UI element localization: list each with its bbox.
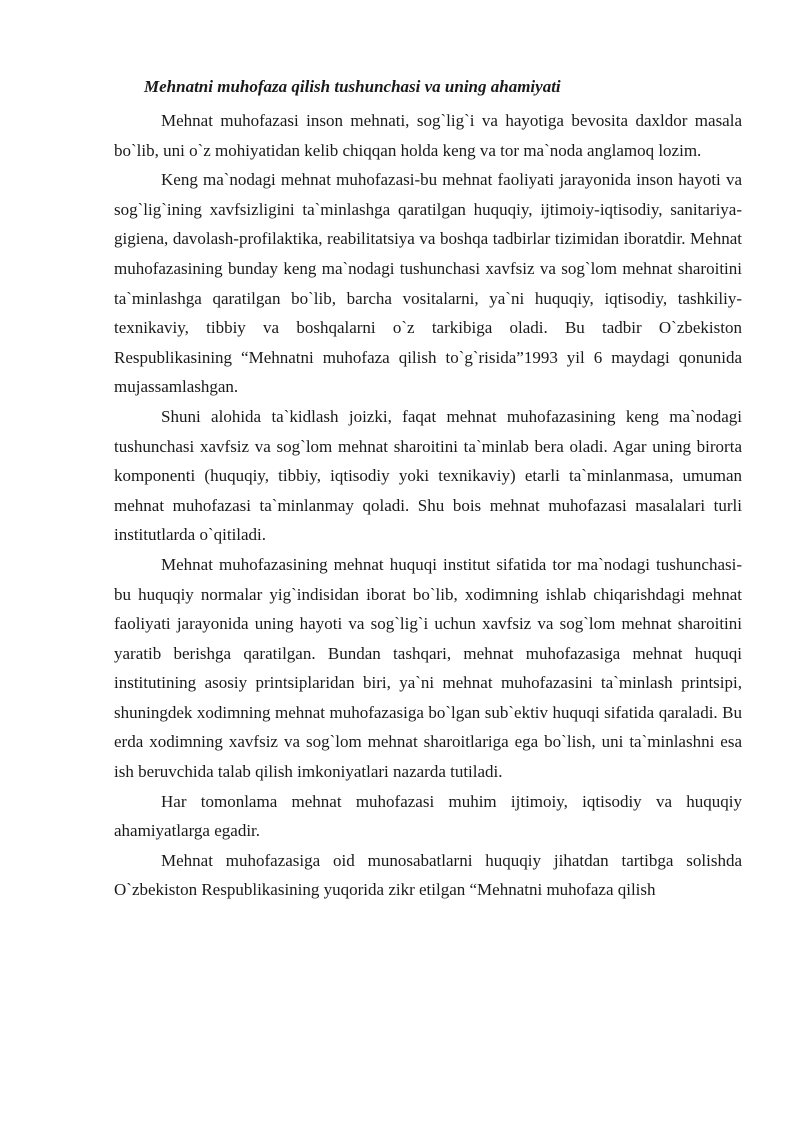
paragraph: Mehnat muhofazasining mehnat huquqi institut sifatida tor ma`nodagi tushunchasi-bu huquqiy normalar yig`indisidan iborat bo`lib, xodimning ishlab chiqarishdagi mehnat faoliyati jarayonida uning hayoti va sog`lig`i uchun xavfsiz va sog`lom mehnat sharoitini yaratib berishga qaratilgan. Bundan tashqari, mehnat muhofazasiga mehnat huquqi institutining asosiy printsiplaridan biri, ya`ni mehnat muhofazasini ta`minlash printsipi, shuningdek xodimning mehnat muhofazasiga bo`lgan sub`ektiv huquqi sifatida qaraladi. Bu erda xodimning xavfsiz va sog`lom mehnat sharoitlariga ega bo`lish, uni ta`minlashni esa ish beruvchida talab qilish imkoniyatlari nazarda tutiladi. bbox=[114, 554, 742, 782]
document-body bbox=[114, 72, 742, 905]
paragraph: Har tomonlama mehnat muhofazasi muhim ijtimoiy, iqtisodiy va huquqiy ahamiyatlarga egadir. bbox=[114, 791, 742, 841]
paragraph: Mehnat muhofazasiga oid munosabatlarni huquqiy jihatdan tartibga solishda O`zbekiston Respublikasining yuqorida zikr etilgan “Mehnatni muhofaza qilish bbox=[114, 850, 742, 900]
section-heading: Mehnatni muhofaza qilish tushunchasi va uning ahamiyati bbox=[144, 77, 561, 96]
paragraph: Keng ma`nodagi mehnat muhofazasi-bu mehnat faoliyati jarayonida inson hayoti va sog`lig`ining xavfsizligini ta`minlashga qaratilgan huquqiy, ijtimoiy-iqtisodiy, sanitariya-gigiena, davolash-profilaktika, reabilitatsiya va boshqa tadbirlar tizimidan iboratdir. Mehnat muhofazasining bunday keng ma`nodagi tushunchasi xavfsiz va sog`lom mehnat sharoitini ta`minlashga qaratilgan bo`lib, barcha vositalarni, ya`ni huquqiy, iqtisodiy, tashkiliy-texnikaviy, tibbiy va boshqalarni o`z tarkibiga oladi. Bu tadbir O`zbekiston Respublikasining “Mehnatni muhofaza qilish to`g`risida”1993 yil 6 maydagi qonunida mujassamlashgan. bbox=[114, 170, 742, 397]
paragraph: Mehnat muhofazasi inson mehnati, sog`lig`i va hayotiga bevosita daxldor masala bo`lib, uni o`z mohiyatidan kelib chiqqan holda keng va tor ma`noda anglamoq lozim. bbox=[114, 111, 742, 160]
paragraph: Shuni alohida ta`kidlash joizki, faqat mehnat muhofazasining keng ma`nodagi tushunchasi xavfsiz va sog`lom mehnat sharoitini ta`minlab bera oladi. Agar uning birorta komponenti (huquqiy, tibbiy, iqtisodiy yoki texnikaviy) etarli ta`minlanmasa, umuman mehnat muhofazasi ta`minlanmay qoladi. Shu bois mehnat muhofazasi masalalari turli institutlarda o`qitiladi. bbox=[114, 406, 742, 545]
